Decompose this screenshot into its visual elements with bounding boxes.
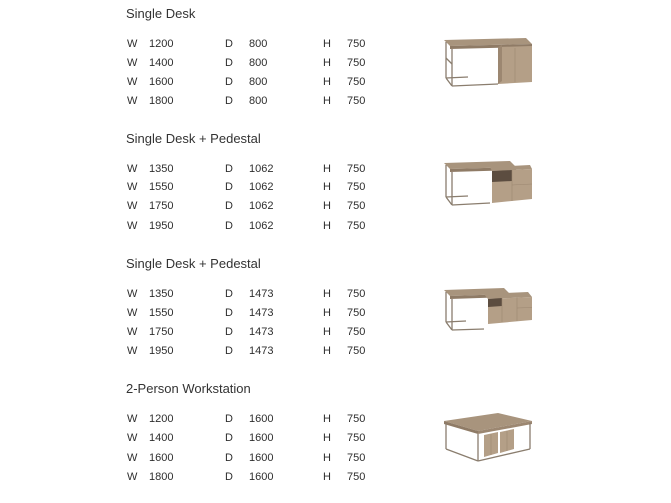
width-value: 1350 xyxy=(149,163,174,175)
height-label: H xyxy=(323,76,331,88)
width-value: 1200 xyxy=(149,38,174,50)
depth-label: D xyxy=(225,345,233,357)
width-value: 1950 xyxy=(149,345,174,357)
width-label: W xyxy=(127,76,138,88)
depth-label: D xyxy=(225,288,233,300)
depth-label: D xyxy=(225,163,233,175)
width-label: W xyxy=(127,163,138,175)
height-label: H xyxy=(323,38,331,50)
depth-label: D xyxy=(225,326,233,338)
height-label: H xyxy=(323,95,331,107)
height-label: H xyxy=(323,181,331,193)
height-value: 750 xyxy=(347,95,366,107)
height-value: 750 xyxy=(347,200,366,212)
height-value: 750 xyxy=(347,181,366,193)
depth-value: 800 xyxy=(249,57,268,69)
desk-with-wide-pedestal-illustration xyxy=(438,280,538,340)
height-value: 750 xyxy=(347,57,366,69)
depth-label: D xyxy=(225,452,233,464)
width-label: W xyxy=(127,288,138,300)
depth-label: D xyxy=(225,471,233,483)
width-label: W xyxy=(127,38,138,50)
height-value: 750 xyxy=(347,163,366,175)
depth-value: 1473 xyxy=(249,326,274,338)
width-label: W xyxy=(127,57,138,69)
width-value: 1400 xyxy=(149,57,174,69)
section-title: Single Desk + Pedestal xyxy=(126,256,261,271)
desk-with-pedestal-illustration xyxy=(438,153,538,213)
height-label: H xyxy=(323,326,331,338)
two-person-workstation-illustration xyxy=(438,405,538,465)
height-value: 750 xyxy=(347,38,366,50)
height-value: 750 xyxy=(347,432,366,444)
height-value: 750 xyxy=(347,220,366,232)
height-value: 750 xyxy=(347,307,366,319)
width-label: W xyxy=(127,326,138,338)
height-value: 750 xyxy=(347,452,366,464)
depth-label: D xyxy=(225,57,233,69)
height-value: 750 xyxy=(347,76,366,88)
height-label: H xyxy=(323,163,331,175)
depth-label: D xyxy=(225,413,233,425)
width-value: 1200 xyxy=(149,413,174,425)
depth-label: D xyxy=(225,181,233,193)
width-value: 1950 xyxy=(149,220,174,232)
width-value: 1600 xyxy=(149,452,174,464)
section-title: Single Desk + Pedestal xyxy=(126,131,261,146)
depth-label: D xyxy=(225,200,233,212)
width-value: 1350 xyxy=(149,288,174,300)
height-label: H xyxy=(323,57,331,69)
depth-value: 800 xyxy=(249,38,268,50)
width-value: 1550 xyxy=(149,181,174,193)
width-label: W xyxy=(127,432,138,444)
height-value: 750 xyxy=(347,471,366,483)
height-label: H xyxy=(323,471,331,483)
height-label: H xyxy=(323,413,331,425)
section-title: Single Desk xyxy=(126,6,196,21)
width-value: 1400 xyxy=(149,432,174,444)
depth-value: 1062 xyxy=(249,181,274,193)
depth-value: 1473 xyxy=(249,288,274,300)
width-value: 1750 xyxy=(149,326,174,338)
depth-value: 1600 xyxy=(249,471,274,483)
height-label: H xyxy=(323,288,331,300)
width-value: 1800 xyxy=(149,95,174,107)
width-label: W xyxy=(127,452,138,464)
height-label: H xyxy=(323,220,331,232)
depth-label: D xyxy=(225,76,233,88)
height-label: H xyxy=(323,345,331,357)
width-label: W xyxy=(127,200,138,212)
depth-value: 1473 xyxy=(249,307,274,319)
depth-label: D xyxy=(225,38,233,50)
section-title: 2-Person Workstation xyxy=(126,381,251,396)
depth-label: D xyxy=(225,95,233,107)
depth-value: 1062 xyxy=(249,163,274,175)
depth-value: 800 xyxy=(249,95,268,107)
width-value: 1800 xyxy=(149,471,174,483)
depth-value: 1600 xyxy=(249,452,274,464)
width-label: W xyxy=(127,471,138,483)
height-value: 750 xyxy=(347,288,366,300)
depth-value: 1062 xyxy=(249,220,274,232)
height-label: H xyxy=(323,307,331,319)
height-label: H xyxy=(323,452,331,464)
width-label: W xyxy=(127,220,138,232)
height-label: H xyxy=(323,200,331,212)
depth-value: 1473 xyxy=(249,345,274,357)
depth-value: 1600 xyxy=(249,432,274,444)
depth-value: 1062 xyxy=(249,200,274,212)
width-label: W xyxy=(127,307,138,319)
width-value: 1600 xyxy=(149,76,174,88)
width-label: W xyxy=(127,413,138,425)
depth-value: 800 xyxy=(249,76,268,88)
depth-label: D xyxy=(225,307,233,319)
height-value: 750 xyxy=(347,413,366,425)
width-value: 1750 xyxy=(149,200,174,212)
depth-label: D xyxy=(225,432,233,444)
height-value: 750 xyxy=(347,326,366,338)
width-value: 1550 xyxy=(149,307,174,319)
depth-label: D xyxy=(225,220,233,232)
width-label: W xyxy=(127,345,138,357)
height-label: H xyxy=(323,432,331,444)
height-value: 750 xyxy=(347,345,366,357)
single-desk-illustration xyxy=(438,32,538,92)
width-label: W xyxy=(127,181,138,193)
depth-value: 1600 xyxy=(249,413,274,425)
width-label: W xyxy=(127,95,138,107)
